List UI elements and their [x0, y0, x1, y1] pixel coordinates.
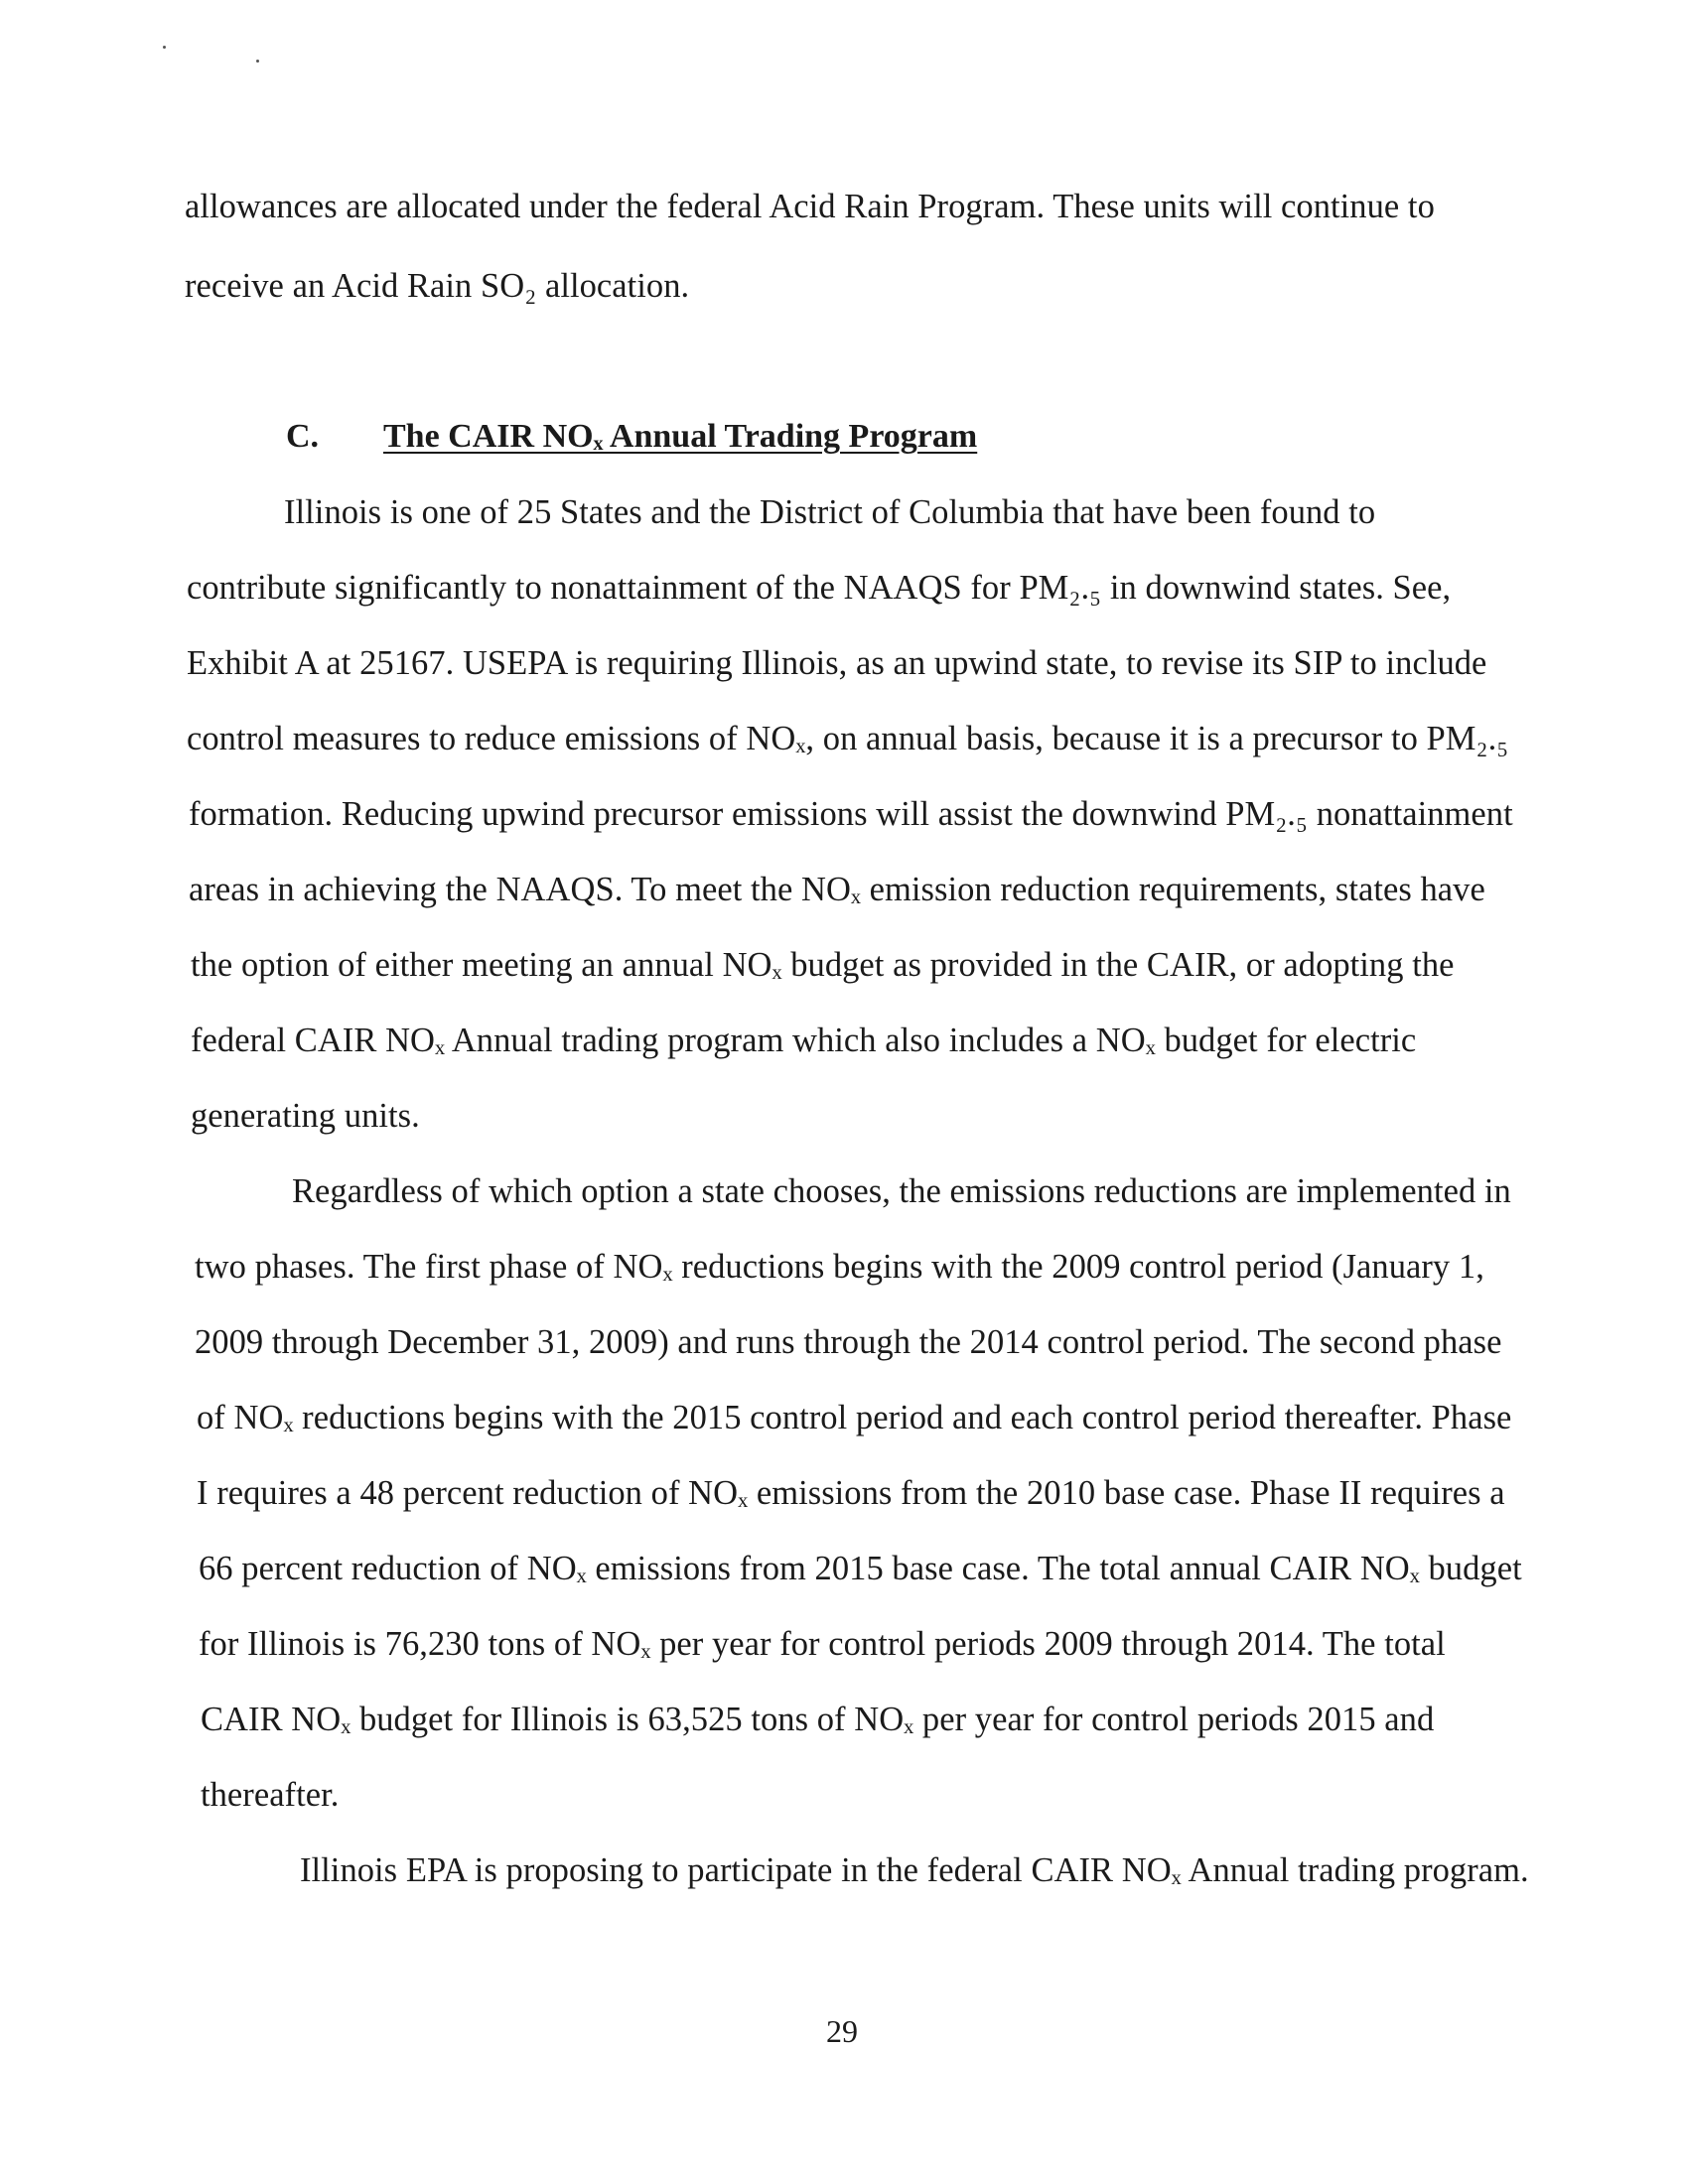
body-line: control measures to reduce emissions of NOₓ, on annual basis, because it is a precursor to PM₂.₅	[187, 720, 1509, 757]
body-line: generating units.	[191, 1097, 420, 1135]
body-line: areas in achieving the NAAQS. To meet the NOₓ emission reduction requirements, states have	[189, 871, 1485, 908]
section-letter: C.	[286, 418, 320, 455]
scan-specks	[159, 40, 278, 69]
scan-speck	[256, 60, 259, 63]
body-line: two phases. The first phase of NOₓ reductions begins with the 2009 control period (January 1,	[195, 1248, 1484, 1286]
body-line: federal CAIR NOₓ Annual trading program which also includes a NOₓ budget for electric	[191, 1022, 1417, 1059]
body-line: allowances are allocated under the federal Acid Rain Program. These units will continue to	[185, 188, 1435, 225]
section-title: The CAIR NOₓ Annual Trading Program	[383, 418, 978, 455]
body-line: receive an Acid Rain SO₂ allocation.	[185, 267, 690, 305]
body-line: contribute significantly to nonattainment of the NAAQS for PM₂.₅ in downwind states. See,	[187, 569, 1452, 607]
body-line: the option of either meeting an annual NOₓ budget as provided in the CAIR, or adopting the	[191, 946, 1455, 984]
scan-speck	[163, 46, 166, 49]
body-line: I requires a 48 percent reduction of NOₓ emissions from the 2010 base case. Phase II requires a	[197, 1474, 1505, 1512]
body-line: CAIR NOₓ budget for Illinois is 63,525 tons of NOₓ per year for control periods 2015 and	[201, 1701, 1435, 1738]
body-line: Exhibit A at 25167. USEPA is requiring Illinois, as an upwind state, to revise its SIP to include	[187, 644, 1487, 682]
body-line: 2009 through December 31, 2009) and runs through the 2014 control period. The second phase	[195, 1323, 1502, 1361]
body-line: Regardless of which option a state chooses, the emissions reductions are implemented in	[292, 1172, 1511, 1210]
body-line: of NOₓ reductions begins with the 2015 control period and each control period thereafter. Phase	[197, 1399, 1512, 1436]
body-line: for Illinois is 76,230 tons of NOₓ per year for control periods 2009 through 2014. The total	[199, 1625, 1446, 1663]
body-line: thereafter.	[201, 1776, 340, 1814]
body-line: Illinois EPA is proposing to participate in the federal CAIR NOₓ Annual trading program.	[300, 1851, 1529, 1889]
page-number: 29	[826, 2013, 858, 2049]
section-heading	[286, 417, 977, 457]
body-line: 66 percent reduction of NOₓ emissions from 2015 base case. The total annual CAIR NOₓ budget	[199, 1550, 1522, 1587]
body-line: Illinois is one of 25 States and the District of Columbia that have been found to	[284, 493, 1376, 531]
body-line: formation. Reducing upwind precursor emissions will assist the downwind PM₂.₅ nonattainment	[189, 795, 1513, 833]
